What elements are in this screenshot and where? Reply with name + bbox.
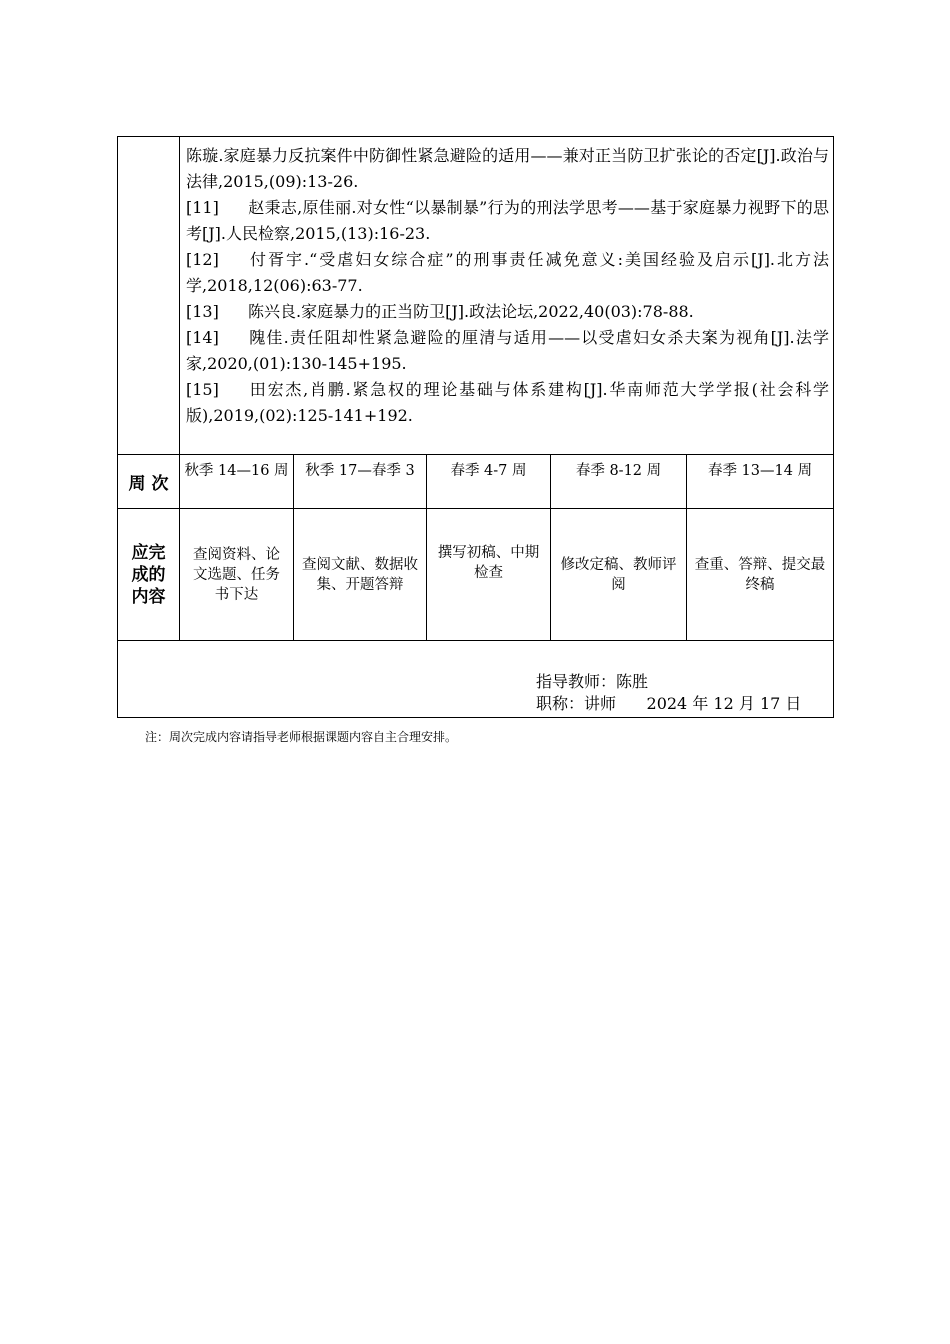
content-cell: 查阅文献、数据收集、开题答辩 [294, 509, 427, 641]
reference-item: 陈璇.家庭暴力反抗案件中防御性紧急避险的适用——兼对正当防卫扩张论的否定[J].政治与法律,2015,(09):13-26. [186, 146, 830, 191]
advisor-name: 指导教师：陈胜 [536, 672, 649, 691]
footnote: 注：周次完成内容请指导老师根据课题内容自主合理安排。 [145, 730, 458, 744]
references-cell [180, 137, 834, 455]
week-cell: 春季 8-12 周 [551, 455, 687, 509]
signature-row [118, 641, 834, 718]
reference-item: [14] 隗佳.责任阻却性紧急避险的厘清与适用——以受虐妇女杀夫案为视角[J].法学家,2020,(01):130-145+195. [186, 328, 830, 373]
content-cell: 撰写初稿、中期检查 [427, 509, 551, 641]
content-cell: 查阅资料、论文选题、任务书下达 [180, 509, 294, 641]
reference-item: [12] 付胥宇.“受虐妇女综合症”的刑事责任减免意义:美国经验及启示[J].北方法学,2018,12(06):63-77. [186, 250, 830, 295]
week-cell: 秋季 17—春季 3 [294, 455, 427, 509]
reference-item: [11] 赵秉志,原佳丽.对女性“以暴制暴”行为的刑法学思考——基于家庭暴力视野下的思考[J].人民检察,2015,(13):16-23. [186, 198, 830, 243]
week-header: 周 次 [118, 455, 180, 509]
content-cell: 查重、答辩、提交最终稿 [687, 509, 834, 641]
content-cell: 修改定稿、教师评阅 [551, 509, 687, 641]
week-row [118, 455, 834, 509]
reference-item: [13] 陈兴良.家庭暴力的正当防卫[J].政法论坛,2022,40(03):78-88. [186, 302, 694, 321]
schedule-table [117, 136, 834, 718]
references-row [118, 137, 834, 455]
reference-item: [15] 田宏杰,肖鹏.紧急权的理论基础与体系建构[J].华南师范大学学报(社会科学版),2019,(02):125-141+192. [186, 380, 830, 425]
advisor-title-date: 职称：讲师 2024 年 12 月 17 日 [536, 694, 802, 713]
references-left-cell [118, 137, 180, 455]
content-row [118, 509, 834, 641]
week-cell: 春季 4-7 周 [427, 455, 551, 509]
content-header: 应完成的内容 [118, 509, 180, 641]
signature-cell [118, 641, 834, 718]
week-cell: 春季 13—14 周 [687, 455, 834, 509]
week-cell: 秋季 14—16 周 [180, 455, 294, 509]
